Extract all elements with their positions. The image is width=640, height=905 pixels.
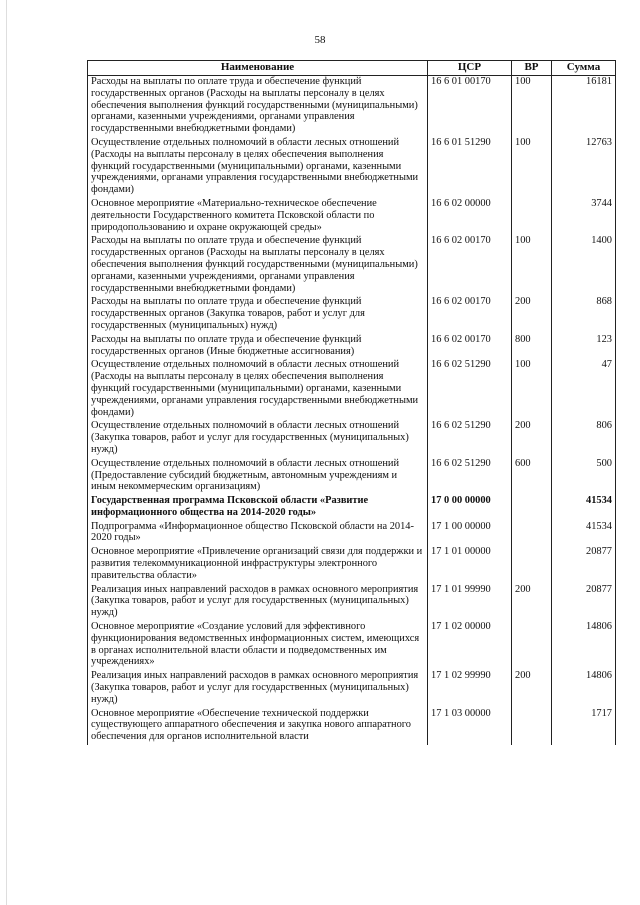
table-row [88,296,616,333]
row-sum-cell: 868 [552,296,616,333]
row-sum-cell: 1717 [552,708,616,745]
row-name-cell: Расходы на выплаты по оплате труда и обеспечение функций государственных органов (Расходы на выплаты персоналу в целях обеспечения выполнения функций государственными (муниципальными) органами, казенными учреждениями, органами управления государственными внебюджетными фондами) [88,76,428,137]
row-csr-cell: 16 6 02 51290 [428,420,512,457]
row-vr-cell [512,495,552,521]
row-csr-cell: 16 6 02 51290 [428,359,512,420]
row-csr-cell: 16 6 02 00170 [428,235,512,296]
row-vr-cell: 100 [512,76,552,137]
row-csr-cell: 17 1 00 00000 [428,521,512,547]
row-csr-cell: 16 6 02 00170 [428,296,512,333]
row-vr-cell: 600 [512,458,552,495]
row-csr-cell: 16 6 02 00000 [428,198,512,235]
row-sum-cell: 16181 [552,76,616,137]
row-csr-cell: 16 6 02 51290 [428,458,512,495]
table-row [88,198,616,235]
table-row [88,235,616,296]
table-row [88,420,616,457]
row-csr-cell: 16 6 02 00170 [428,334,512,360]
row-vr-cell [512,521,552,547]
scan-edge [6,0,7,905]
row-name-cell: Осуществление отдельных полномочий в области лесных отношений (Расходы на выплаты персоналу в целях обеспечения выполнения функций государственными (муниципальными) органами, казенными учреждениями, органами управления государственными внебюджетными фондами) [88,359,428,420]
row-csr-cell: 17 1 02 99990 [428,670,512,707]
row-vr-cell: 200 [512,670,552,707]
row-vr-cell [512,708,552,745]
table-row [88,76,616,137]
table-row [88,495,616,521]
row-csr-cell: 17 1 03 00000 [428,708,512,745]
budget-table [87,60,616,745]
table-row [88,137,616,198]
row-vr-cell: 200 [512,420,552,457]
row-sum-cell: 1400 [552,235,616,296]
table-row [88,334,616,360]
header-name: Наименование [88,61,428,76]
row-sum-cell: 3744 [552,198,616,235]
table-row [88,708,616,745]
row-name-cell: Реализация иных направлений расходов в рамках основного мероприятия (Закупка товаров, работ и услуг для государственных (муниципальных) нужд) [88,584,428,621]
row-name-cell: Расходы на выплаты по оплате труда и обеспечение функций государственных органов (Иные бюджетные ассигнования) [88,334,428,360]
table-row [88,359,616,420]
row-vr-cell [512,198,552,235]
row-csr-cell: 17 1 01 99990 [428,584,512,621]
table-header-row [88,61,616,76]
table-row [88,670,616,707]
row-sum-cell: 14806 [552,621,616,670]
row-name-cell: Осуществление отдельных полномочий в области лесных отношений (Расходы на выплаты персоналу в целях обеспечения выполнения функций государственными (муниципальными) органами, казенными учреждениями, органами управления государственными внебюджетными фондами) [88,137,428,198]
row-vr-cell: 200 [512,584,552,621]
row-vr-cell: 800 [512,334,552,360]
header-csr: ЦСР [428,61,512,76]
row-name-cell: Расходы на выплаты по оплате труда и обеспечение функций государственных органов (Расходы на выплаты персоналу в целях обеспечения выполнения функций государственными (муниципальными) органами, казенными учреждениями, органами управления государственными внебюджетными фондами) [88,235,428,296]
header-sum: Сумма [552,61,616,76]
row-csr-cell: 17 0 00 00000 [428,495,512,521]
table-row [88,458,616,495]
row-name-cell: Основное мероприятие «Обеспечение технической поддержки существующего аппаратного обеспечения и закупка нового аппаратного обеспечения для органов исполнительной власти [88,708,428,745]
row-name-cell: Основное мероприятие «Материально-техническое обеспечение деятельности Государственного комитета Псковской области по природопользованию и охране окружающей среды» [88,198,428,235]
table-row [88,521,616,547]
row-vr-cell: 100 [512,359,552,420]
row-csr-cell: 16 6 01 51290 [428,137,512,198]
row-vr-cell: 200 [512,296,552,333]
row-name-cell: Расходы на выплаты по оплате труда и обеспечение функций государственных органов (Закупка товаров, работ и услуг для государственных (муниципальных) нужд) [88,296,428,333]
row-name-cell: Основное мероприятие «Создание условий для эффективного функционирования ведомственных информационных систем, имеющихся в органах исполнительной власти области и подведомственных им учреждениях» [88,621,428,670]
row-sum-cell: 47 [552,359,616,420]
row-csr-cell: 17 1 02 00000 [428,621,512,670]
row-sum-cell: 20877 [552,546,616,583]
row-sum-cell: 12763 [552,137,616,198]
table-row [88,621,616,670]
row-vr-cell: 100 [512,235,552,296]
row-sum-cell: 41534 [552,495,616,521]
row-name-cell: Основное мероприятие «Привлечение организаций связи для поддержки и развития телекоммуникационной инфраструктуры электронного правительства области» [88,546,428,583]
row-sum-cell: 500 [552,458,616,495]
row-name-cell: Осуществление отдельных полномочий в области лесных отношений (Предоставление субсидий бюджетным, автономным учреждениям и иным некоммерческим организациям) [88,458,428,495]
row-csr-cell: 17 1 01 00000 [428,546,512,583]
page-number: 58 [314,34,326,46]
table-row [88,584,616,621]
row-name-cell: Государственная программа Псковской области «Развитие информационного общества на 2014-2020 годы» [88,495,428,521]
row-vr-cell [512,621,552,670]
table-row [88,546,616,583]
header-vr: ВР [512,61,552,76]
row-name-cell: Реализация иных направлений расходов в рамках основного мероприятия (Закупка товаров, работ и услуг для государственных (муниципальных) нужд) [88,670,428,707]
row-vr-cell [512,546,552,583]
row-sum-cell: 806 [552,420,616,457]
row-name-cell: Осуществление отдельных полномочий в области лесных отношений (Закупка товаров, работ и услуг для государственных (муниципальных) нужд) [88,420,428,457]
row-sum-cell: 123 [552,334,616,360]
row-sum-cell: 20877 [552,584,616,621]
row-sum-cell: 41534 [552,521,616,547]
row-sum-cell: 14806 [552,670,616,707]
row-vr-cell: 100 [512,137,552,198]
row-csr-cell: 16 6 01 00170 [428,76,512,137]
row-name-cell: Подпрограмма «Информационное общество Псковской области на 2014-2020 годы» [88,521,428,547]
